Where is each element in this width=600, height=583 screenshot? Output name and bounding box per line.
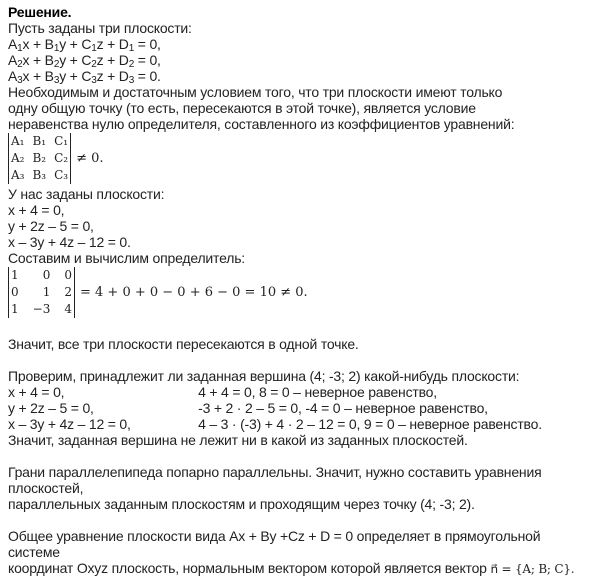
check-row-3-plane: x – 3y + 4z – 12 = 0, — [8, 416, 131, 432]
faces-line-1: Грани параллелепипеда попарно параллельны. Значит, нужно составить уравнения плоскостей, — [8, 464, 542, 496]
conclusion-1: Значит, все три плоскости пересекаются в одной точке. — [8, 336, 359, 352]
heading: Решение. — [8, 4, 72, 20]
conclusion-2: Значит, заданная вершина не лежит ни в какой из заданных плоскостей. — [8, 432, 468, 448]
condition-line-1: Необходимым и достаточным условием того, что три плоскости имеют только — [8, 84, 503, 100]
check-row-2-plane: y + 2z – 5 = 0, — [8, 400, 94, 416]
given-plane-2: y + 2z – 5 = 0, — [8, 218, 94, 234]
condition-line-3: неравенства нулю определителя, составленного из коэффициентов уравнений: — [8, 116, 515, 132]
check-table — [8, 384, 592, 432]
general-equation-3: $A_3x + B_3y + C_3z + D_3 = 0$. — [8, 68, 161, 86]
condition-line-2: одну общую точку (то есть, пересекаются в этой точке), является условие — [8, 100, 476, 116]
check-row-2-check: -3 + 2 · 2 – 5 = 0, -4 = 0 – неверное равенство, — [198, 400, 488, 416]
check-row-1-plane: x + 4 = 0, — [8, 384, 65, 400]
given-plane-1: x + 4 = 0, — [8, 202, 65, 218]
given-plane-3: x – 3y + 4z – 12 = 0. — [8, 234, 131, 250]
numeric-determinant — [8, 267, 592, 318]
check-row-1-check: 4 + 4 = 0, 8 = 0 – неверное равенство, — [198, 384, 437, 400]
general-determinant — [8, 133, 592, 184]
general-equation-1: $A_1x + B_1y + C_1z + D_1 = 0$, — [8, 36, 161, 54]
determinant-rhs: = 4 + 0 + 0 − 0 + 6 − 0 = 10 ≠ 0. — [79, 285, 308, 300]
normal-vector: n⃗ = {A; B; C}. — [490, 562, 575, 576]
general-equation-2: $A_2x + B_2y + C_2z + D_2 = 0$, — [8, 52, 161, 70]
intro-text: Пусть заданы три плоскости: — [8, 20, 192, 36]
faces-line-2: параллельных заданным плоскостям и проходящим через точку (4; -3; 2). — [8, 496, 475, 512]
normal-line-1: Общее уравнение плоскости вида Ax + By +Cz + D = 0 определяет в прямоугольной системе — [8, 528, 541, 560]
determinant-matrix: 1 0 0 0 1 2 1 −3 4 — [8, 267, 75, 318]
check-row-3-check: 4 – 3 · (-3) + 4 · 2 – 12 = 0, 9 = 0 – неверное равенство. — [198, 416, 542, 432]
check-intro: Проверим, принадлежит ли заданная вершина (4; -3; 2) какой-нибудь плоскости: — [8, 368, 520, 384]
given-intro: У нас заданы плоскости: — [8, 186, 165, 202]
normal-line-2: координат Oxyz плоскость, нормальным вектором которой является вектор n⃗ = {A; B; C}. — [8, 560, 575, 576]
determinant-rhs: ≠ 0. — [76, 151, 104, 166]
compute-intro: Составим и вычислим определитель: — [8, 250, 245, 266]
determinant-matrix: A₁ B₁ C₁ A₂ B₂ C₂ A₃ B₃ C₃ — [8, 133, 71, 184]
